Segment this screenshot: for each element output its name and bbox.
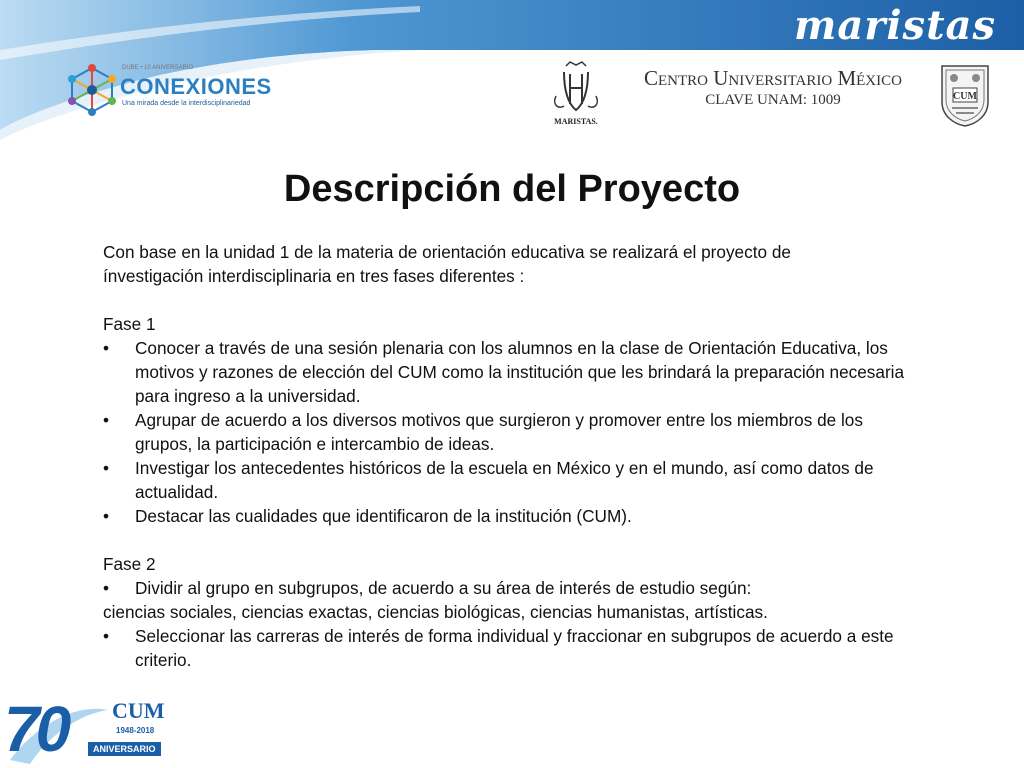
- fase-2-bullet-1-continuation: ciencias sociales, ciencias exactas, ciencias biológicas, ciencias humanistas, artísticas.: [103, 602, 768, 622]
- fase-2-bullet-2: Seleccionar las carreras de interés de forma individual y fraccionar en subgrupos de acuerdo a este criterio.: [135, 626, 894, 670]
- conexiones-logo: [66, 62, 272, 120]
- bullet-icon: •: [103, 578, 110, 598]
- conexiones-tagline: Una mirada desde la interdisciplinariedad: [122, 100, 251, 107]
- bullet-icon: •: [103, 338, 110, 358]
- fase-1-bullet-1: Conocer a través de una sesión plenaria con los alumnos en la clase de Orientación Educativa, los motivos y razones de elección del CUM como la institución que les brindará la preparación necesaria para ingreso a la universidad.: [135, 338, 905, 406]
- cum-crest-icon: [936, 62, 994, 128]
- cum-mark: CUM: [112, 698, 165, 723]
- list-item: [103, 504, 923, 528]
- anniversary-years: 1948-2018: [116, 726, 155, 735]
- bullet-icon: •: [103, 626, 110, 646]
- list-item: [103, 456, 923, 504]
- bullet-icon: •: [103, 506, 110, 526]
- anniversary-number: 70: [4, 693, 68, 765]
- fase-1-label: Fase 1: [103, 314, 156, 334]
- institution-name: Centro Universitario México: [644, 66, 902, 90]
- slide-body: [103, 240, 923, 672]
- conexiones-name: CONEXIONES: [120, 74, 272, 99]
- fase-1-bullet-2: Agrupar de acuerdo a los diversos motivos que surgieron y promover entre los miembros de los grupos, la participación e intercambio de ideas.: [135, 410, 863, 454]
- bullet-icon: •: [103, 410, 110, 430]
- intro-line-1: Con base en la unidad 1 de la materia de orientación educativa se realizará el proyecto de: [103, 242, 791, 262]
- network-icon: [66, 64, 118, 116]
- bullet-icon: •: [103, 458, 110, 478]
- maristas-crest: [548, 60, 604, 126]
- maristas-wordmark: maristas: [794, 2, 996, 49]
- list-item: [103, 624, 923, 672]
- fase-1-bullet-3: Investigar los antecedentes históricos de la escuela en México y en el mundo, así como datos de actualidad.: [135, 458, 874, 502]
- list-item: [103, 576, 923, 600]
- maristas-crest-label: MARISTAS.: [554, 117, 598, 126]
- list-item: [103, 336, 923, 408]
- fase-1-bullet-4: Destacar las cualidades que identificaron de la institución (CUM).: [135, 506, 632, 526]
- cum-crest-text: CUM: [953, 91, 977, 102]
- clave-unam: CLAVE UNAM: 1009: [705, 92, 841, 108]
- aniversario-label: ANIVERSARIO: [88, 742, 161, 756]
- crest-icon: [548, 60, 604, 114]
- slide-title: Descripción del Proyecto: [283, 168, 741, 210]
- anniversary-logo: [0, 690, 175, 768]
- fase-2-bullet-1: Dividir al grupo en subgrupos, de acuerdo a su área de interés de estudio según:: [135, 578, 752, 598]
- list-item: [103, 408, 923, 456]
- conexiones-top-text: DUBE • 10 ANIVERSARIO: [122, 65, 194, 71]
- intro-line-2: ínvestigación interdisciplinaria en tres fases diferentes :: [103, 266, 525, 286]
- fase-2-label: Fase 2: [103, 554, 156, 574]
